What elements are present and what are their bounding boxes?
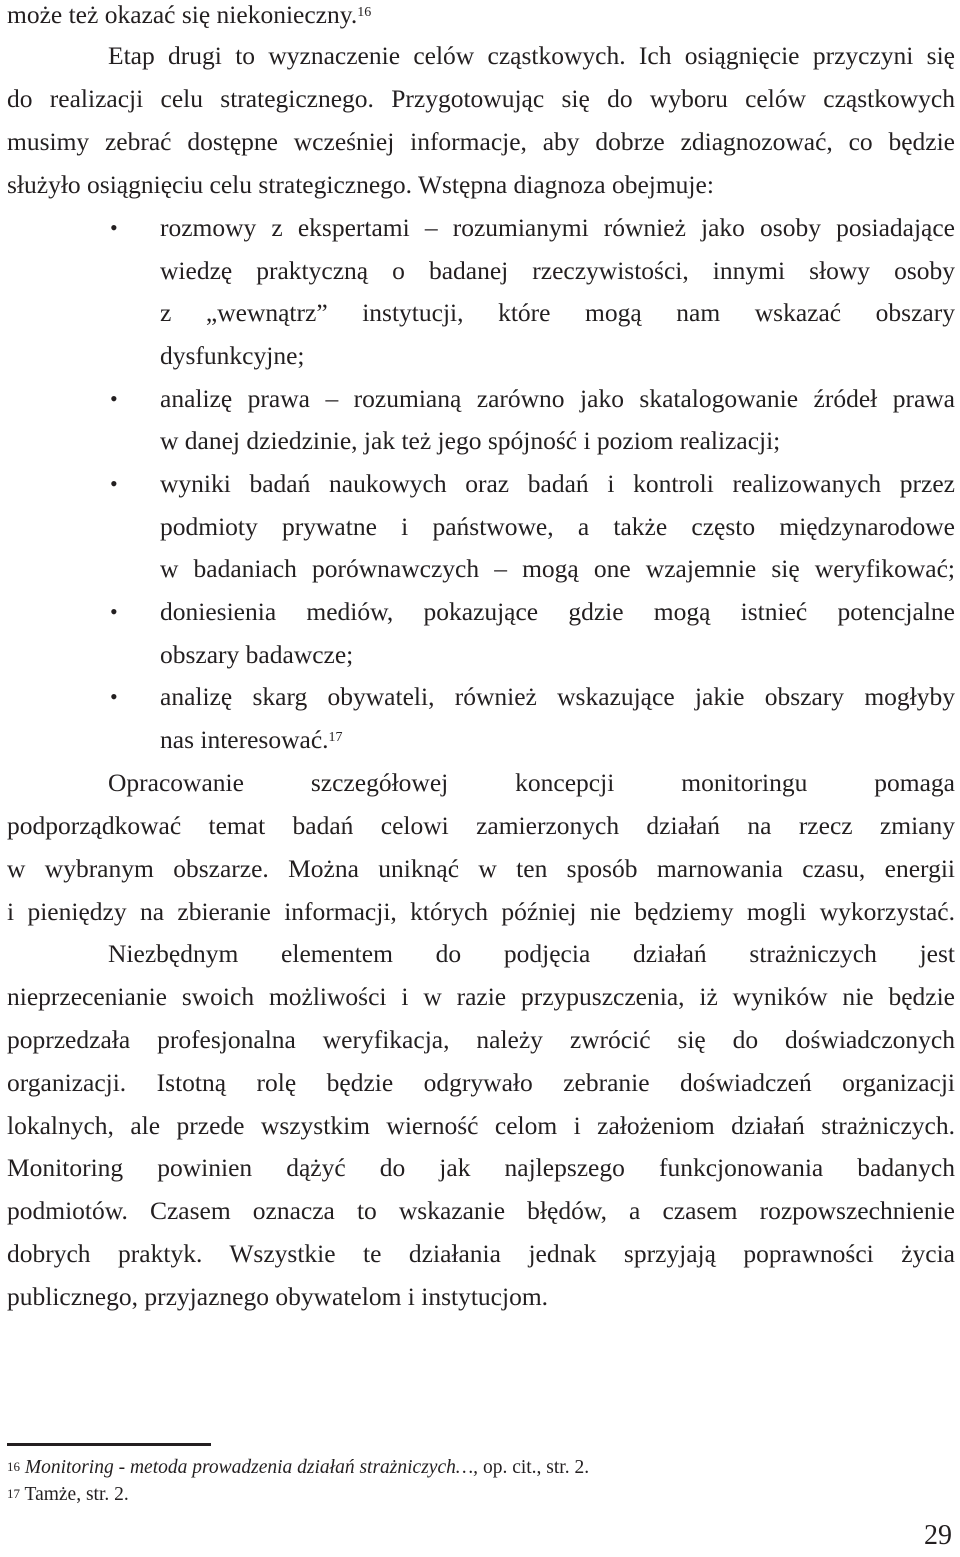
page-number: 29 [924,1520,952,1551]
bullet-3: • [110,471,118,496]
footnote-ref-17[interactable]: 17 [328,730,343,745]
bullet-4: • [110,599,118,624]
footnote-citation: Tamże, str. 2. [20,1484,129,1505]
text-line-1: może też okazać się niekonieczny.$^{16}$ [7,0,372,29]
list-item-2-line-2: w danej dziedzinie, jak też jego spójność i poziom realizacji; [160,426,781,455]
text-line-26: organizacji. Istotną rolę będzie odgrywało zebranie doświadczeń organizacji [7,1068,955,1097]
list-item-4-line-1: doniesienia mediów, pokazujące gdzie mogą istnieć potencjalne [160,597,955,626]
list-item-5-line-1: analizę skarg obywateli, również wskazujące jakie obszary mogłyby [160,682,955,711]
list-item-2-line-1: analizę prawa – rozumianą zarówno jako skatalogowanie źródeł prawa [160,384,955,413]
footnote-17 [7,1483,129,1507]
list-item-1-line-3: z „wewnątrz” instytucji, które mogą nam wskazać obszary [160,298,955,327]
text-line-5: służyło osiągnięciu celu strategicznego. Wstępna diagnoza obejmuje: [7,170,714,199]
text-line-4: musimy zebrać dostępne wcześniej informacje, aby dobrze zdiagnozować, co będzie [7,127,955,156]
footnote-citation: op. cit., str. 2. [478,1457,590,1478]
list-item-4-line-2: obszary badawcze; [160,640,354,669]
text-line-28: Monitoring powinien dążyć do jak najlepszego funkcjonowania badanych [7,1153,955,1182]
footnote-number: 17 [7,1486,20,1501]
footnote-divider [7,1443,211,1446]
footnote-number: 16 [7,1459,20,1474]
list-item-1-line-1: rozmowy z ekspertami – rozumianymi również jako osoby posiadające [160,213,955,242]
text-line-2: Etap drugi to wyznaczenie celów cząstkowych. Ich osiągnięcie przyczyni się [108,41,955,70]
text-line-31: publicznego, przyjaznego obywatelom i instytucjom. [7,1282,549,1311]
list-item-3-line-1: wyniki badań naukowych oraz badań i kontroli realizowanych przez [160,469,955,498]
text-line-25: poprzedzała profesjonalna weryfikacja, należy zwrócić się do doświadczonych [7,1025,955,1054]
bullet-2: • [110,386,118,411]
text-line-3: do realizacji celu strategicznego. Przygotowując się do wyboru celów cząstkowych [7,84,955,113]
list-item-5-line-2: nas interesować.$^{17}$ [160,725,343,754]
list-item-3-line-2: podmioty prywatne i państwowe, a także często międzynarodowe [160,512,955,541]
text-line-24: nieprzecenianie swoich możliwości i w razie przypuszczenia, iż wyników nie będzie [7,982,955,1011]
text-line-30: dobrych praktyk. Wszystkie te działania jednak sprzyjają poprawności życia [7,1239,955,1268]
footnote-16 [7,1456,589,1480]
text-line-19: Opracowanie szczegółowej koncepcji monitoringu pomaga [108,768,955,797]
list-item-3-line-3: w badaniach porównawczych – mogą one wzajemnie się weryfikować; [160,554,955,583]
list-item-1-line-2: wiedzę praktyczną o badanej rzeczywistości, innymi słowy osoby [160,256,955,285]
footnote-title: Monitoring - metoda prowadzenia działań strażniczych…, [24,1457,479,1478]
text-line-21: w wybranym obszarze. Można uniknąć w ten sposób marnowania czasu, energii [7,854,955,883]
text-line-22: i pieniędzy na zbieranie informacji, których później nie będziemy mogli wykorzystać. [7,897,955,926]
bullet-1: • [110,215,118,240]
text-line-23: Niezbędnym elementem do podjęcia działań strażniczych jest [108,939,955,968]
footnote-ref-16[interactable]: 16 [357,5,372,20]
text-line-29: podmiotów. Czasem oznacza to wskazanie błędów, a czasem rozpowszechnienie [7,1196,955,1225]
text-line-20: podporządkować temat badań celowi zamierzonych działań na rzecz zmiany [7,811,955,840]
text-line-27: lokalnych, ale przede wszystkim wierność celom i założeniom działań strażniczych. [7,1111,955,1140]
list-item-1-line-4: dysfunkcyjne; [160,341,305,370]
bullet-5: • [110,684,118,709]
